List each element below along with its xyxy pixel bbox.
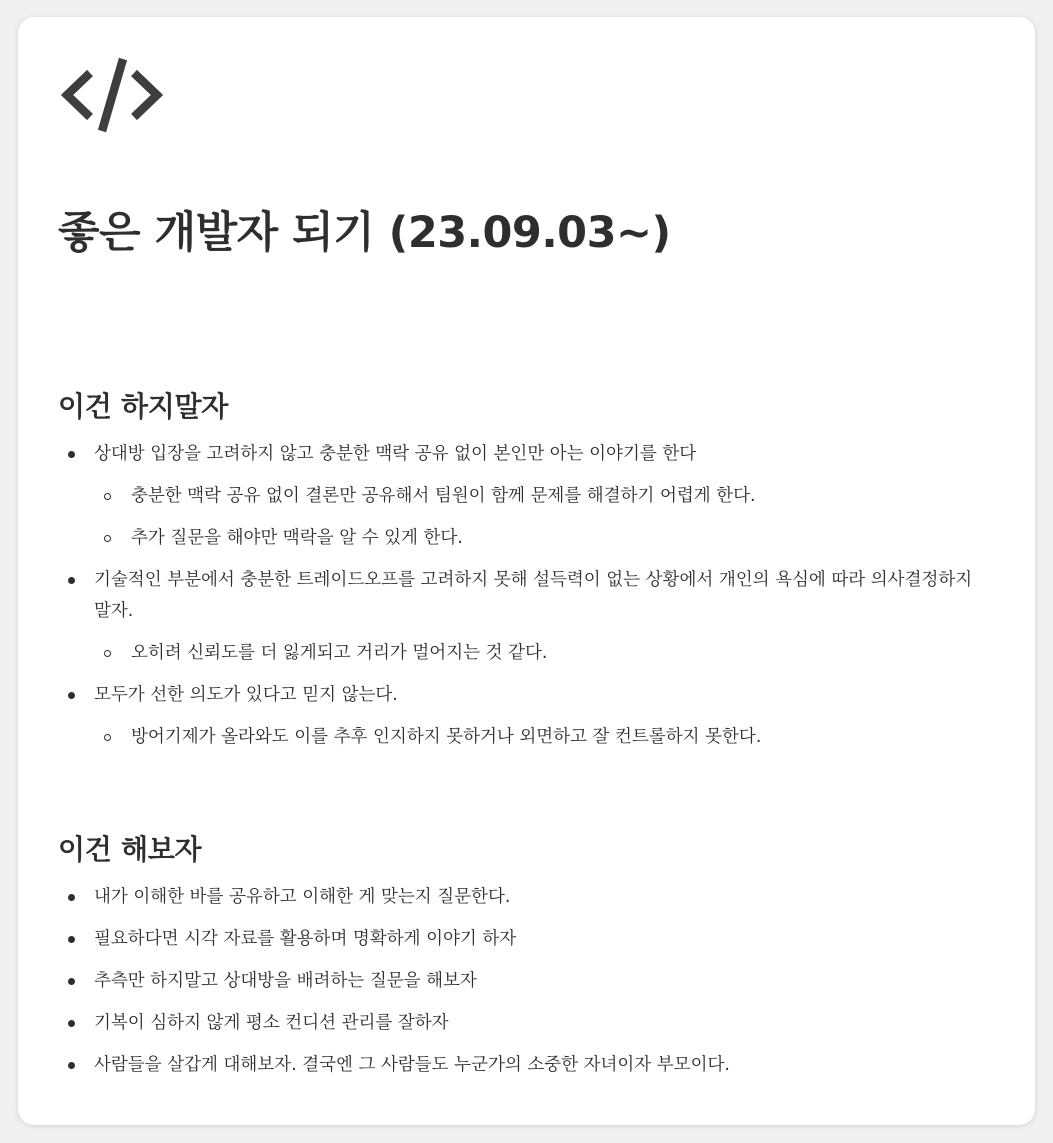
- dont-list: [58, 439, 988, 764]
- bullet-dot: [68, 1062, 75, 1069]
- code-icon[interactable]: [60, 55, 164, 135]
- do-list: [58, 882, 988, 1092]
- sub-list: [94, 722, 988, 753]
- bullet-dot: [68, 1020, 75, 1027]
- section-heading-dont: 이건 하지말자: [58, 390, 228, 423]
- list-item-text: 사람들을 살갑게 대해보자. 결국엔 그 사람들도 누군가의 소중한 자녀이자 부모이다.: [94, 1055, 730, 1075]
- list-item: [58, 924, 988, 955]
- bullet-dot: [68, 936, 75, 943]
- list-item: [58, 439, 988, 554]
- list-item: [58, 680, 988, 753]
- sub-list-item: [94, 638, 988, 669]
- bullet-dot: [68, 692, 75, 699]
- list-item-text: 상대방 입장을 고려하지 않고 충분한 맥락 공유 없이 본인만 아는 이야기를 한다: [94, 444, 697, 464]
- bullet-circle: [104, 535, 111, 542]
- list-item: [58, 1008, 988, 1039]
- bullet-circle: [104, 493, 111, 500]
- page-card: [18, 17, 1035, 1125]
- list-item-text: 필요하다면 시각 자료를 활용하며 명확하게 이야기 하자: [94, 929, 517, 949]
- list-item-text: 기술적인 부분에서 충분한 트레이드오프를 고려하지 못해 설득력이 없는 상황에서 개인의 욕심에 따라 의사결정하지 말자.: [94, 570, 973, 621]
- code-icon-graphic: [60, 55, 164, 135]
- bullet-dot: [68, 451, 75, 458]
- list-item-text: 기복이 심하지 않게 평소 컨디션 관리를 잘하자: [94, 1013, 449, 1033]
- bullet-dot: [68, 577, 75, 584]
- bullet-dot: [68, 894, 75, 901]
- sub-list-item-text: 오히려 신뢰도를 더 잃게되고 거리가 멀어지는 것 같다.: [131, 643, 548, 663]
- list-item: [58, 565, 988, 669]
- bullet-circle: [104, 734, 111, 741]
- list-item-text: 추측만 하지말고 상대방을 배려하는 질문을 해보자: [94, 971, 477, 991]
- sub-list: [94, 481, 988, 554]
- sub-list-item-text: 추가 질문을 해야만 맥락을 알 수 있게 한다.: [131, 528, 463, 548]
- sub-list-item-text: 충분한 맥락 공유 없이 결론만 공유해서 팀원이 함께 문제를 해결하기 어렵게 한다.: [131, 486, 756, 506]
- sub-list: [94, 638, 988, 669]
- list-item: [58, 966, 988, 997]
- section-heading-do: 이건 해보자: [58, 833, 202, 866]
- sub-list-item: [94, 722, 988, 753]
- list-item-text: 모두가 선한 의도가 있다고 믿지 않는다.: [94, 685, 398, 705]
- page-title: 좋은 개발자 되기 (23.09.03~): [58, 208, 671, 258]
- list-item: [58, 1050, 988, 1081]
- list-item-text: 내가 이해한 바를 공유하고 이해한 게 맞는지 질문한다.: [94, 887, 511, 907]
- sub-list-item-text: 방어기제가 올라와도 이를 추후 인지하지 못하거나 외면하고 잘 컨트롤하지 못한다.: [131, 727, 762, 747]
- bullet-dot: [68, 978, 75, 985]
- bullet-circle: [104, 650, 111, 657]
- list-item: [58, 882, 988, 913]
- sub-list-item: [94, 481, 988, 512]
- sub-list-item: [94, 523, 988, 554]
